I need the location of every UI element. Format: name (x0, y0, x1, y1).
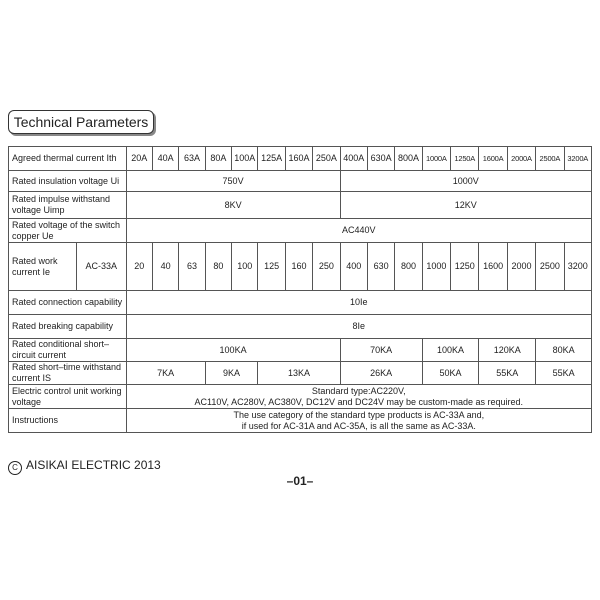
table-row-conditional-short-circuit (9, 339, 592, 362)
work-current-value: 800 (395, 243, 422, 291)
copyright-text: AISIKAI ELECTRIC 2013 (26, 458, 161, 472)
thermal-value: 160A (285, 147, 312, 171)
thermal-value: 100A (232, 147, 258, 171)
conditional-value: 100KA (422, 339, 479, 362)
table-row-work-current (9, 243, 592, 291)
table-row-connection-capability (9, 291, 592, 315)
control-voltage-line-2: AC110V, AC280V, AC380V, DC12V and DC24V may be custom-made as required. (194, 396, 524, 407)
row-label: Rated breaking capability (9, 315, 127, 339)
thermal-value: 250A (313, 147, 340, 171)
instructions-line-1: The use category of the standard type products is AC-33A and, (233, 409, 485, 420)
thermal-value: 63A (179, 147, 205, 171)
impulse-value-low: 8KV (126, 192, 340, 219)
thermal-value: 40A (152, 147, 178, 171)
short-time-value: 7KA (126, 362, 205, 385)
thermal-value: 1250A (451, 147, 479, 171)
table-row-breaking-capability (9, 315, 592, 339)
table-row-instructions (9, 409, 592, 433)
control-voltage-line-1: Standard type:AC220V, (311, 385, 406, 396)
technical-parameters-table (8, 146, 592, 433)
work-current-value: 40 (152, 243, 178, 291)
work-current-value: 63 (179, 243, 205, 291)
thermal-value: 630A (367, 147, 394, 171)
work-current-value: 3200 (564, 243, 591, 291)
table-row-control-voltage (9, 385, 592, 409)
conditional-value: 70KA (340, 339, 422, 362)
row-label: Rated insulation voltage Ui (9, 171, 127, 192)
work-current-value: 1600 (479, 243, 507, 291)
row-label: Rated conditional short–circuit current (9, 339, 127, 362)
table-row-copper-voltage (9, 219, 592, 243)
work-current-value: 2000 (507, 243, 535, 291)
work-current-value: 80 (205, 243, 231, 291)
table-row-impulse-voltage (9, 192, 592, 219)
work-current-value: 2500 (536, 243, 564, 291)
work-current-value: 100 (232, 243, 258, 291)
insulation-value-high: 1000V (340, 171, 591, 192)
breaking-capability-value: 8Ie (126, 315, 591, 339)
conditional-value: 80KA (536, 339, 592, 362)
utilization-category: AC-33A (85, 261, 118, 271)
work-current-value: 630 (367, 243, 394, 291)
row-label: Rated connection capability (9, 291, 127, 315)
thermal-value: 80A (205, 147, 231, 171)
page-number: –01– (286, 474, 314, 488)
row-label: Agreed thermal current Ith (9, 147, 127, 171)
instructions-value (126, 409, 591, 433)
thermal-value: 1000A (422, 147, 450, 171)
connection-capability-value: 10Ie (126, 291, 591, 315)
instructions-line-2: if used for AC-31A and AC-35A, is all the same as AC-33A. (241, 420, 476, 431)
copper-voltage-value: AC440V (126, 219, 591, 243)
row-label-cell (9, 243, 127, 291)
thermal-value: 400A (340, 147, 367, 171)
work-current-value: 250 (313, 243, 340, 291)
conditional-value: 100KA (126, 339, 340, 362)
work-current-value: 400 (340, 243, 367, 291)
row-label: Rated short–time withstand current IS (9, 362, 127, 385)
row-label: Electric control unit working voltage (9, 385, 127, 409)
impulse-value-high: 12KV (340, 192, 591, 219)
copyright-icon: C (8, 461, 22, 475)
short-time-value: 55KA (479, 362, 536, 385)
row-label: Rated impulse withstand voltage Uimp (9, 192, 127, 219)
short-time-value: 13KA (258, 362, 340, 385)
short-time-value: 55KA (536, 362, 592, 385)
row-label: Rated work current Ie (9, 243, 77, 290)
thermal-value: 3200A (564, 147, 591, 171)
thermal-value: 125A (258, 147, 285, 171)
thermal-value: 1600A (479, 147, 507, 171)
thermal-value: 2000A (507, 147, 535, 171)
work-current-value: 125 (258, 243, 285, 291)
work-current-value: 1250 (451, 243, 479, 291)
conditional-value: 120KA (479, 339, 536, 362)
table-row-insulation-voltage (9, 171, 592, 192)
section-title: Technical Parameters (8, 110, 154, 134)
copyright-notice (8, 458, 161, 475)
work-current-value: 20 (126, 243, 152, 291)
work-current-value: 1000 (422, 243, 450, 291)
thermal-value: 2500A (536, 147, 564, 171)
row-label: Instructions (9, 409, 127, 433)
table-row-short-time-withstand (9, 362, 592, 385)
thermal-value: 800A (395, 147, 422, 171)
short-time-value: 26KA (340, 362, 422, 385)
thermal-value: 20A (126, 147, 152, 171)
control-voltage-value (126, 385, 591, 409)
insulation-value-low: 750V (126, 171, 340, 192)
short-time-value: 50KA (422, 362, 479, 385)
short-time-value: 9KA (205, 362, 258, 385)
row-label: Rated voltage of the switch copper Ue (9, 219, 127, 243)
table-row-thermal-current (9, 147, 592, 171)
work-current-value: 160 (285, 243, 312, 291)
